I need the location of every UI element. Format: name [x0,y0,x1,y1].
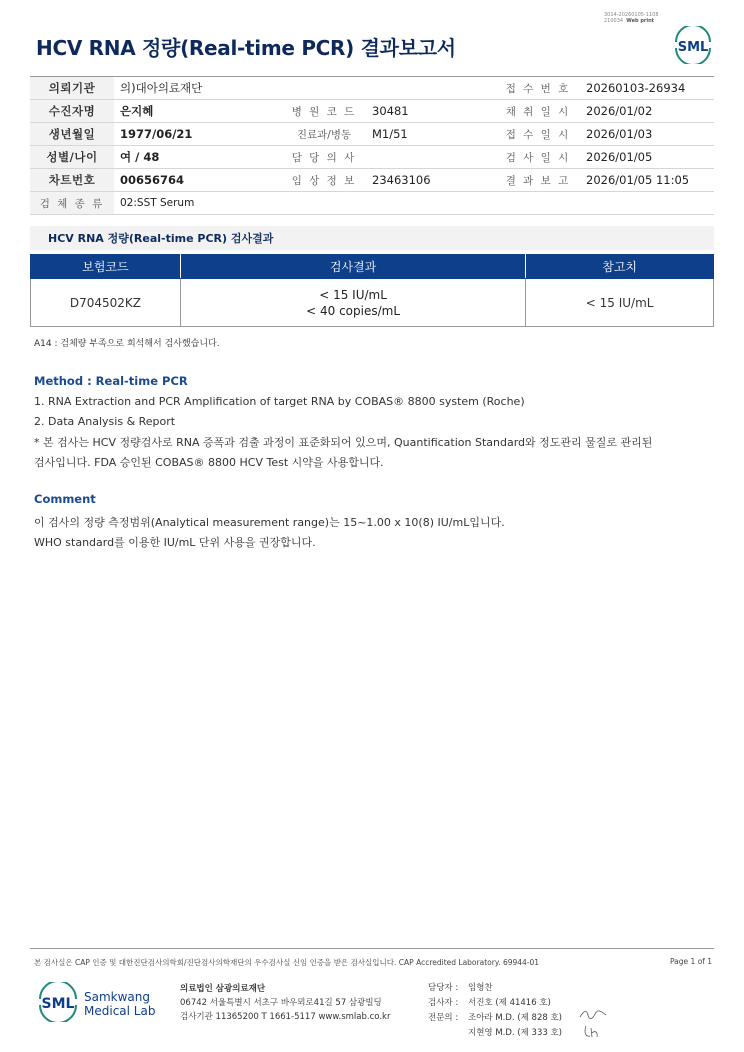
web-print-label: Web print [626,18,655,24]
accreditation-note: 본 검사실은 CAP 인증 및 대한진단검사의학회/진단검사의학재단의 우수검사실 신임 인증을 받은 검사실입니다. CAP Accredited Laboratory. 69944-01 [34,958,540,967]
staff-name: 지현영 M.D. (제 333 호) [468,1028,563,1038]
info-row [30,146,714,169]
result-header-row [31,255,714,279]
comment-title: Comment [34,492,96,506]
sml-logo-text: SML [677,40,709,55]
specimen-note: A14 : 검체량 부족으로 희석해서 검사했습니다. [34,339,220,349]
method-line: 검사입니다. FDA 승인된 COBAS® 8800 HCV Test 시약을 사용합니다. [34,456,384,469]
info-label: 결 과 보 고 [496,169,580,192]
info-label: 수진자명 [30,100,114,123]
result-header: 검사결과 [180,255,525,279]
info-value: 2026/01/05 11:05 [580,169,714,192]
specimen-value: 02:SST Serum [114,192,714,215]
footer-divider [30,948,714,949]
result-table [30,254,714,327]
sml-logo [672,26,714,64]
info-row [30,169,714,192]
staff-row [428,1011,562,1026]
staff-role: 전문의 : [428,1013,459,1023]
info-row [30,100,714,123]
info-row [30,77,714,100]
info-label: 채 취 일 시 [496,100,580,123]
brand-line-2: Medical Lab [84,1004,156,1018]
brand-name [84,990,155,1018]
institution-name: 의료법인 삼광의료재단 [180,984,266,994]
result-value-iu: < 15 IU/mL [319,287,387,302]
insurance-code: D704502KZ [31,279,181,327]
institution-address: 06742 서울특별시 서초구 바우뫼로41길 57 삼광빌딩 [180,998,382,1008]
page-title: HCV RNA 정량(Real-time PCR) 결과보고서 [36,36,456,60]
info-label: 의뢰기관 [30,77,114,100]
info-value: 2026/01/03 [580,123,714,146]
info-row [30,123,714,146]
institution-info [180,982,390,1024]
document-code-line-2: 210034 [604,18,624,24]
result-row [31,279,714,327]
staff-list [428,981,562,1041]
section-title: HCV RNA 정량(Real-time PCR) 검사결과 [30,226,714,250]
info-value: 20260103-26934 [580,77,714,100]
staff-role [428,1026,468,1041]
document-code [604,12,659,24]
method-line: * 본 검사는 HCV 정량검사로 RNA 증폭과 검출 과정이 표준화되어 있으며, Quantification Standard와 정도관리 물질로 관리된 [34,436,653,449]
document-code-line-1: 3014-20260105-1108 [604,12,659,18]
sex-age: 여 / 48 [114,146,282,169]
sml-logo-bottom-text: SML [41,996,75,1012]
info-label: 성별/나이 [30,146,114,169]
info-label: 접 수 번 호 [496,77,580,100]
signature-1-icon [578,1008,608,1022]
specimen-label: 검 체 종 류 [30,192,114,215]
info-label: 검 사 일 시 [496,146,580,169]
staff-name: 임형찬 [468,983,493,993]
staff-row [428,996,562,1011]
method-line: 2. Data Analysis & Report [34,415,176,428]
info-value: M1/51 [366,123,496,146]
info-label: 생년월일 [30,123,114,146]
comment-line: WHO standard를 이용한 IU/mL 단위 사용을 권장합니다. [34,536,316,549]
staff-name: 조아라 M.D. (제 828 호) [468,1013,563,1023]
info-value: 30481 [366,100,496,123]
info-label: 임 상 정 보 [282,169,366,192]
info-value: 2026/01/02 [580,100,714,123]
page-number: Page 1 of 1 [670,957,713,966]
patient-info-table [30,76,714,215]
patient-name: 은지혜 [114,100,282,123]
info-value: 23463106 [366,169,496,192]
sml-logo-bottom [36,982,80,1022]
result-value [180,279,525,327]
result-header: 참고치 [526,255,714,279]
info-label: 병 원 코 드 [282,100,366,123]
info-value: 2026/01/05 [580,146,714,169]
birth-date: 1977/06/21 [114,123,282,146]
result-header: 보험코드 [31,255,181,279]
staff-name: 서진호 (제 41416 호) [468,998,551,1008]
institution-contact: 검사기관 11365200 T 1661-5117 www.smlab.co.kr [180,1012,391,1022]
info-label: 차트번호 [30,169,114,192]
brand-line-1: Samkwang [84,990,150,1004]
method-title: Method : Real-time PCR [34,374,188,388]
signature-2-icon [582,1024,602,1040]
staff-row [428,981,562,996]
chart-number: 00656764 [114,169,282,192]
staff-row [428,1026,562,1041]
result-value-copies: < 40 copies/mL [306,303,401,318]
reference-value: < 15 IU/mL [526,279,714,327]
info-label: 진료과/병동 [282,123,366,146]
info-value: 의)대아의료재단 [114,77,496,100]
comment-line: 이 검사의 정량 측정범위(Analytical measurement range)는 15~1.00 x 10(8) IU/mL입니다. [34,516,505,529]
staff-role: 담당자 : [428,983,459,993]
info-label: 접 수 일 시 [496,123,580,146]
method-line: 1. RNA Extraction and PCR Amplification of target RNA by COBAS® 8800 system (Roche) [34,395,525,408]
info-row [30,192,714,215]
staff-role: 검사자 : [428,998,459,1008]
info-value [366,146,496,169]
info-label: 담 당 의 사 [282,146,366,169]
